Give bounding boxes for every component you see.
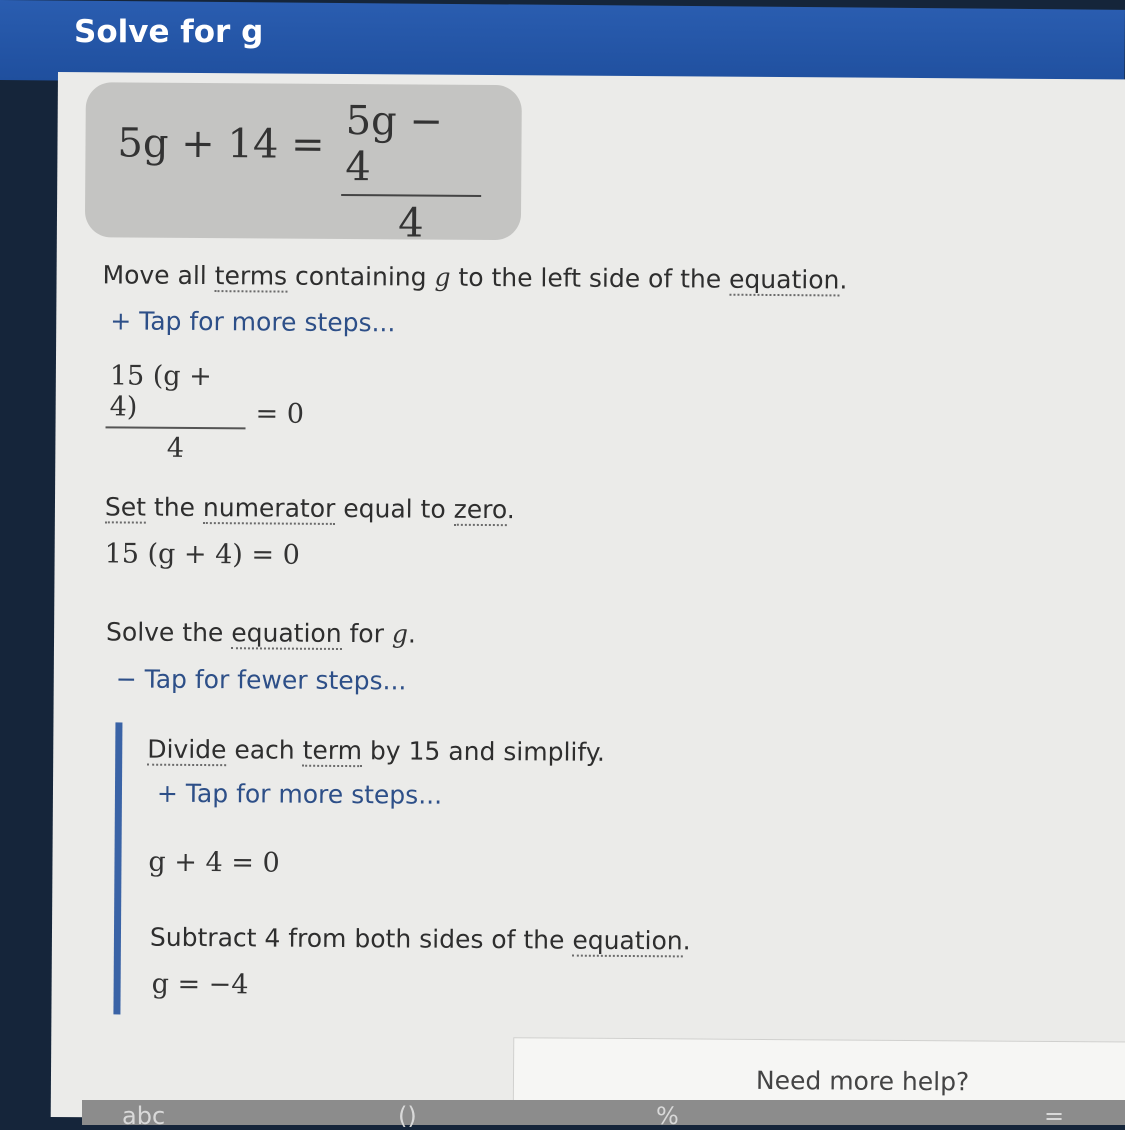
problem-left-side: 5g + 14 = <box>117 120 325 168</box>
glossary-link-terms[interactable]: terms <box>214 261 288 291</box>
glossary-link-equation[interactable]: equation <box>572 925 683 956</box>
step1-text-a: Move all <box>102 260 215 291</box>
problem-box <box>85 82 522 247</box>
key-percent[interactable]: % <box>656 1102 679 1130</box>
glossary-link-numerator[interactable]: numerator <box>202 493 336 523</box>
substep1-result: g + 4 = 0 <box>148 846 280 879</box>
step1-text-c: to the left side of the <box>450 262 730 294</box>
step1-result-rhs: = 0 <box>255 398 305 430</box>
substep1-instruction <box>147 735 605 767</box>
step1-instruction <box>102 260 847 294</box>
substep2-text-a: Subtract 4 from both sides of the <box>149 922 573 955</box>
step2-text-a: the <box>145 492 204 523</box>
substep1-text-b: by 15 and simplify. <box>361 736 606 767</box>
key-abc[interactable]: abc <box>122 1102 166 1130</box>
glossary-link-equation[interactable]: equation <box>231 618 342 648</box>
problem-numerator: 5g − 4 <box>345 98 444 191</box>
substep1-more-steps-toggle[interactable]: + Tap for more steps... <box>156 778 443 810</box>
step1-text-b: containing <box>287 261 435 292</box>
page-title: Solve for g <box>74 14 264 50</box>
key-equals[interactable]: = <box>1044 1102 1065 1130</box>
fraction-bar <box>106 426 246 429</box>
step1-text-d: . <box>839 265 848 295</box>
need-more-help-label[interactable]: Need more help? <box>755 1065 970 1097</box>
glossary-link-term[interactable]: term <box>302 735 363 766</box>
step2-instruction <box>105 492 515 524</box>
step1-result-denominator: 4 <box>166 432 185 464</box>
glossary-link-equation[interactable]: equation <box>728 264 840 295</box>
step1-more-steps-toggle[interactable]: + Tap for more steps... <box>110 306 396 338</box>
substep2-result: g = −4 <box>151 968 249 1001</box>
problem-fraction <box>341 98 482 247</box>
step1-result-numerator: 15 (g + 4) <box>109 360 212 423</box>
step3-fewer-steps-toggle[interactable]: − Tap for fewer steps... <box>115 664 407 696</box>
glossary-link-set[interactable]: Set <box>104 492 147 522</box>
step3-text-b: for <box>341 618 392 649</box>
fraction-bar <box>341 194 481 197</box>
substep2-instruction <box>150 923 691 956</box>
substeps-indicator <box>113 722 122 1014</box>
key-parentheses[interactable]: () <box>398 1102 417 1130</box>
solution-panel <box>51 72 1125 1125</box>
step3-variable: g <box>391 619 409 649</box>
glossary-link-divide[interactable]: Divide <box>147 734 227 765</box>
step1-variable: g <box>434 262 451 292</box>
math-keyboard <box>82 1100 1125 1130</box>
glossary-link-zero[interactable]: zero <box>453 494 507 525</box>
step2-result: 15 (g + 4) = 0 <box>104 538 300 571</box>
step3-text-c: . <box>407 619 416 649</box>
substep1-text-a: each <box>226 735 303 765</box>
step2-text-c: . <box>506 495 515 525</box>
step3-text-a: Solve the <box>105 617 232 648</box>
problem-denominator: 4 <box>398 200 424 247</box>
substep2-text-b: . <box>682 926 691 956</box>
step3-instruction <box>106 617 416 648</box>
step2-text-b: equal to <box>335 493 454 524</box>
step1-result-fraction <box>105 360 246 464</box>
